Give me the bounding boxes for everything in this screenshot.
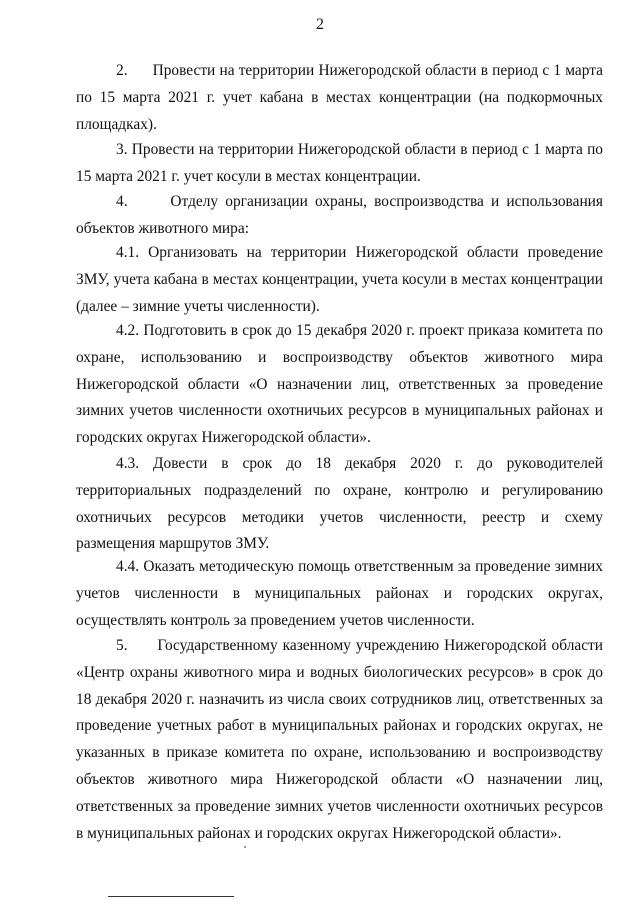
paragraph-5: 5. Государственному казенному учреждению Нижегородской области «Центр охраны животного мира и водных биологических ресурсов» в срок до 18 декабря 2020 г. назначить из числа своих сотрудников лиц, ответственных за проведение учетных работ в муниципальных районах и городских округах, не указанных в приказе комитета по охране, использованию и воспроизводству объектов животного мира Нижегородской области «О назначении лиц, ответственных за проведение зимних учетов численности охотничьих ресурсов в муниципальных районах и городских округах Нижегородской области». (76, 637, 603, 842)
paragraph-3: 3. Провести на территории Нижегородской области в период с 1 марта по 15 марта 2021 г. учет косули в местах концентрации. (76, 141, 603, 185)
paragraph-4-4: 4.4. Оказать методическую помощь ответственным за проведение зимних учетов численности в муниципальных районах и городских округах, осуществлять контроль за проведением учетов численности. (76, 558, 603, 629)
paragraph-4-3: 4.3. Довести в срок до 18 декабря 2020 г. до руководителей территориальных подразделений по охране, контролю и регулированию охотничьих ресурсов методики учетов численности, реестр и схему размещения маршрутов ЗМУ. (76, 455, 603, 553)
paragraph-4-1: 4.1. Организовать на территории Нижегородской области проведение ЗМУ, учета кабана в местах концентрации, учета косули в местах концентрации (далее – зимние учеты численности). (76, 244, 603, 315)
page-number: 2 (316, 16, 324, 33)
paragraph-2: 2. Провести на территории Нижегородской области в период с 1 марта по 15 марта 2021 г. учет кабана в местах концентрации (на подкормочных площадках). (76, 62, 603, 133)
paragraph-4-2: 4.2. Подготовить в срок до 15 декабря 2020 г. проект приказа комитета по охране, использованию и воспроизводству объектов животного мира Нижегородской области «О назначении лиц, ответственных за проведение зимних учетов численности охотничьих ресурсов в муниципальных районах и городских округах Нижегородской области». (76, 322, 603, 447)
paragraph-4: 4. Отделу организации охраны, воспроизводства и использования объектов животного мира: (76, 193, 603, 237)
scan-speck (244, 846, 246, 848)
bottom-rule (108, 896, 234, 897)
